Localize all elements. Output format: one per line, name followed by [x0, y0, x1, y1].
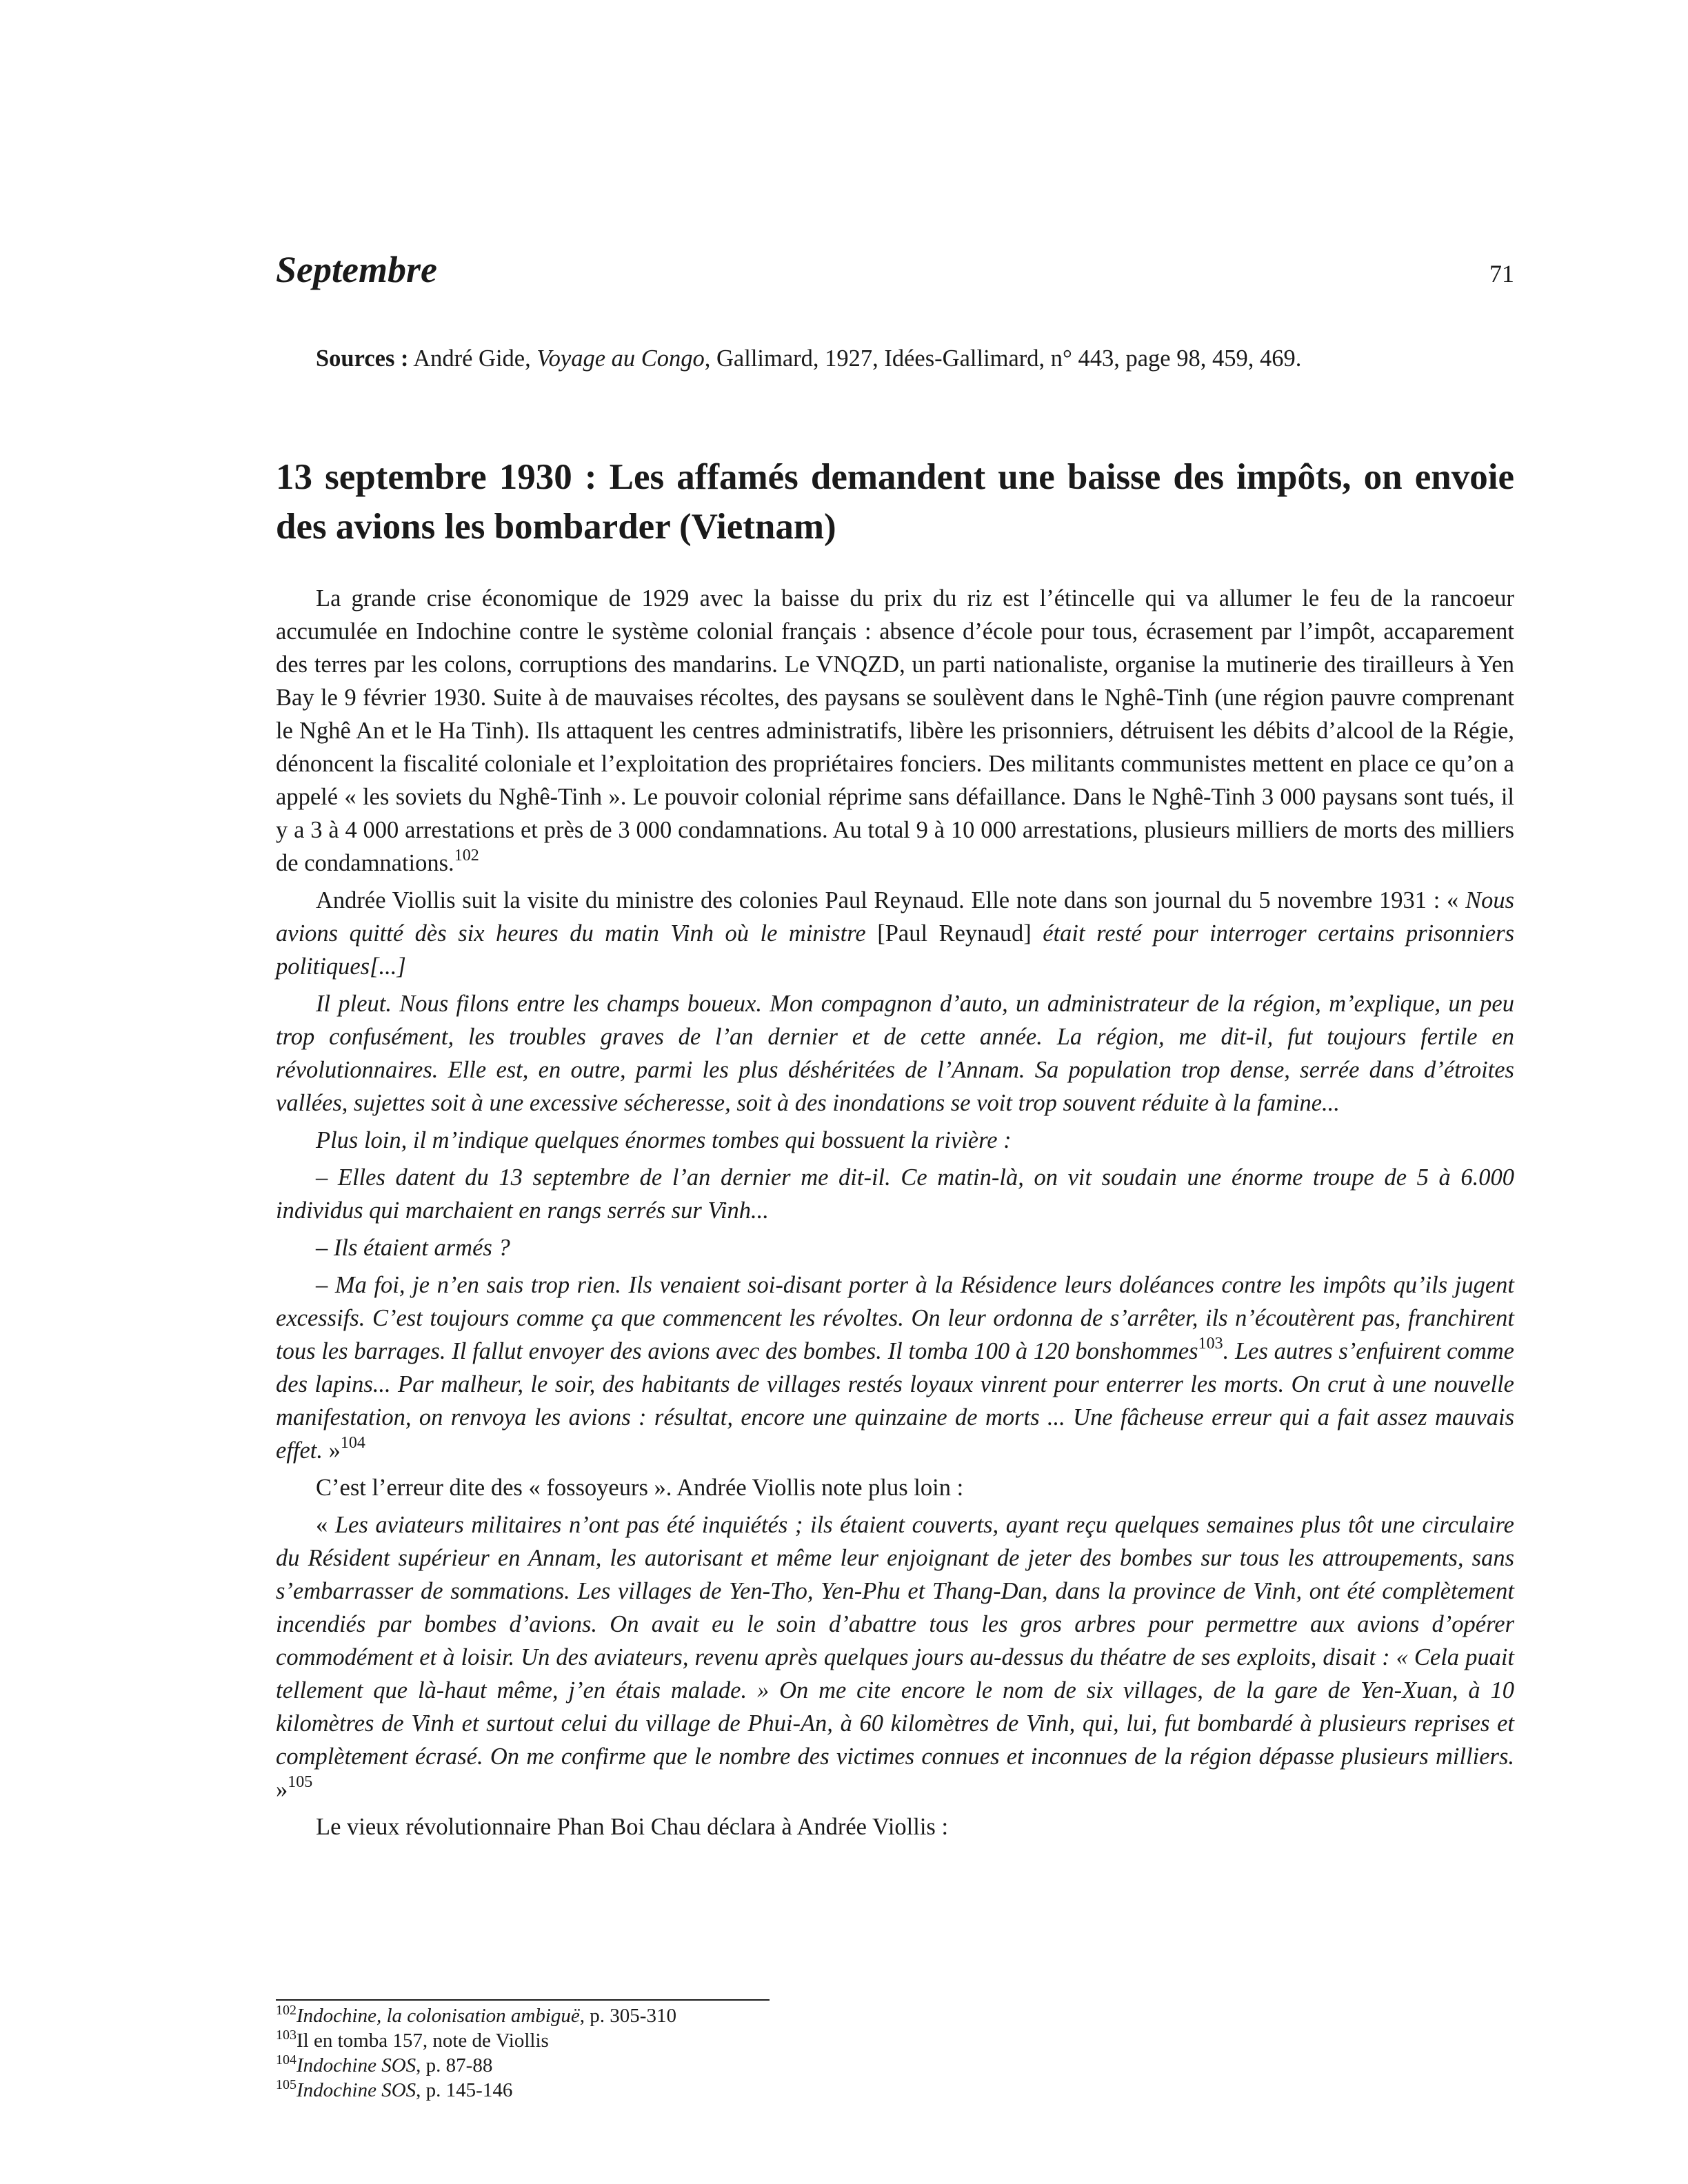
- footnote-text: , p. 305-310: [579, 2005, 676, 2027]
- footnote-text: , p. 87-88: [416, 2054, 493, 2076]
- footnote-ref: 102: [454, 847, 479, 865]
- quote-paragraph: [276, 1231, 1514, 1264]
- footnote-title: Indochine, la colonisation ambiguë: [297, 2005, 580, 2027]
- footnote-number: 105: [276, 2077, 297, 2092]
- quote-text: Plus loin, il m’indique quelques énormes tombes qui bossuent la rivière :: [316, 1127, 1012, 1153]
- sources-book-title: Voyage au Congo: [536, 345, 705, 372]
- quote-paragraph: [276, 1124, 1514, 1157]
- page-body: [276, 248, 1514, 1843]
- quote-text: Les aviateurs militaires n’ont pas été inquiétés ; ils étaient couverts, ayant reçu quelques semaines plus tôt une circulaire du Résident supérieur en Annam, les autorisant et même leur enjoignant de jeter des bombes sur tous les attroupements, sans s’embarrasser de sommations. Les villages de Yen-Tho, Yen-Phu et Thang-Dan, dans la province de Vinh, ont été complètement incendiés par bombes d’avions. On avait eu le soin d’abattre tous les gros arbres pour permettre aux avions d’opérer commodément et à loisir. Un des aviateurs, revenu après quelques jours au-dessus du théatre de ses exploits, disait : « Cela puait tellement que là-haut même, j’en étais malade. » On me cite encore le nom de six villages, de la gare de Yen-Xuan, à 10 kilomètres de Vinh et surtout celui du village de Phui-An, à 60 kilomètres de Vinh, qui, lui, fut bombardé à plusieurs reprises et complètement écrasé. On me confirme que le nombre des victimes connues et inconnues de la région dépasse plusieurs milliers.: [276, 1512, 1514, 1770]
- running-header: [276, 248, 1514, 303]
- closing-quote: »: [276, 1777, 288, 1803]
- paragraph-text: Andrée Viollis suit la visite du ministre des colonies Paul Reynaud. Elle note dans son journal du 5 novembre 1931 : «: [316, 887, 1466, 913]
- section-heading: 13 septembre 1930 : Les affamés demandent une baisse des impôts, on envoie des avions les bombarder (Vietnam): [276, 457, 1514, 547]
- quote-text: – Ils étaient armés ?: [316, 1235, 510, 1261]
- paragraph-text: C’est l’erreur dite des « fossoyeurs ». Andrée Viollis note plus loin :: [316, 1475, 964, 1501]
- sources-paragraph: [276, 342, 1514, 375]
- footnote: [276, 2053, 1514, 2078]
- quote-text: était resté pour interroger certains prisonniers politiques[...]: [276, 920, 1515, 980]
- quote-text: – Elles datent du 13 septembre de l’an dernier me dit-il. Ce matin-là, on vit soudain une énorme troupe de 5 à 6.000 individus qui marchaient en rangs serrés sur Vinh...: [276, 1164, 1514, 1224]
- quote-text: . Les autres s’enfuirent comme des lapins... Par malheur, le soir, des habitants de villages restés loyaux vinrent pour enterrer les morts. On crut à une nouvelle manifestation, on renvoya les avions : résultat, encore une quinzaine de morts ... Une fâcheuse erreur qui a fait assez mauvais effet.: [276, 1338, 1514, 1464]
- paragraph-fossoyeurs: [276, 1471, 1514, 1504]
- sources-details: , Gallimard, 1927, Idées-Gallimard, n° 443, page 98, 459, 469.: [704, 345, 1302, 372]
- quote-paragraph: [276, 1508, 1514, 1806]
- paragraph-context: [276, 582, 1514, 880]
- running-title: Septembre: [276, 249, 437, 290]
- footnote-title: Indochine SOS: [297, 2054, 416, 2076]
- opening-quote: «: [316, 1512, 335, 1538]
- footnote-number: 104: [276, 2052, 297, 2067]
- quote-paragraph: [276, 987, 1514, 1120]
- footnote: [276, 2078, 1514, 2103]
- quote-paragraph: [276, 1268, 1514, 1467]
- quote-text: Il pleut. Nous filons entre les champs boueux. Mon compagnon d’auto, un administrateur de la région, m’explique, un peu trop confusément, les troubles graves de l’an dernier et de cette année. La région, me dit-il, fut toujours fertile en révolutionnaires. Elle est, en outre, parmi les plus déshéritées de l’Annam. Sa population trop dense, serrée dans d’étroites vallées, sujettes soit à une excessive sécheresse, soit à des inondations se voit trop souvent réduite à la famine...: [276, 991, 1514, 1116]
- footnote: [276, 2003, 1514, 2028]
- footnote-text: Il en tomba 157, note de Viollis: [297, 2030, 549, 2052]
- sources-label: Sources :: [316, 345, 409, 372]
- page-number: 71: [1489, 260, 1514, 287]
- footnotes: [276, 1999, 1514, 2103]
- paragraph-text: La grande crise économique de 1929 avec la baisse du prix du riz est l’étincelle qui va allumer le feu de la rancoeur accumulée en Indochine contre le système colonial français : absence d’école pour tous, écrasement par l’impôt, accaparement des terres par les colons, corruptions des mandarins. Le VNQZD, un parti nationaliste, organise la mutinerie des tirailleurs à Yen Bay le 9 février 1930. Suite à de mauvaises récoltes, des paysans se soulèvent dans le Nghê-Tinh (une région pauvre comprenant le Nghê An et le Ha Tinh). Ils attaquent les centres administratifs, libère les prisonniers, détruisent les débits d’alcool de la Régie, dénoncent la fiscalité coloniale et l’exploitation des propriétaires fonciers. Des militants communistes mettent en place ce qu’on a appelé « les soviets du Nghê-Tinh ». Le pouvoir colonial réprime sans défaillance. Dans le Nghê-Tinh 3 000 paysans sont tués, il y a 3 à 4 000 arrestations et près de 3 000 condamnations. Au total 9 à 10 000 arrestations, plusieurs milliers de morts des milliers de condamnations.: [276, 585, 1514, 876]
- footnote-ref: 104: [340, 1434, 365, 1452]
- quote-text: Nous avions quitté dès six heures du matin Vinh où le ministre: [276, 887, 1514, 947]
- paragraph-text: Le vieux révolutionnaire Phan Boi Chau déclara à Andrée Viollis :: [316, 1814, 949, 1840]
- editorial-insert: [Paul Reynaud]: [865, 920, 1043, 947]
- footnote-ref: 103: [1198, 1335, 1223, 1353]
- footnote: [276, 2028, 1514, 2053]
- paragraph-viollis-intro: [276, 884, 1514, 983]
- footnote-title: Indochine SOS: [297, 2079, 416, 2101]
- paragraph-phan-boi-chau: [276, 1810, 1514, 1843]
- quote-text: – Ma foi, je n’en sais trop rien. Ils venaient soi-disant porter à la Résidence leurs doléances contre les impôts qu’ils jugent excessifs. C’est toujours comme ça que commencent les révoltes. On leur ordonna de s’arrêter, ils n’écoutèrent pas, franchirent tous les barrages. Il fallut envoyer des avions avec des bombes. Il tomba 100 à 120 bonshommes: [276, 1272, 1514, 1364]
- quote-paragraph: [276, 1161, 1514, 1227]
- footnote-text: , p. 145-146: [416, 2079, 513, 2101]
- sources-author: André Gide,: [408, 345, 537, 372]
- footnote-rule: [276, 1999, 770, 2001]
- footnote-ref: 105: [288, 1773, 313, 1791]
- footnote-number: 103: [276, 2028, 297, 2043]
- closing-quote: »: [323, 1437, 341, 1464]
- footnote-number: 102: [276, 2003, 297, 2018]
